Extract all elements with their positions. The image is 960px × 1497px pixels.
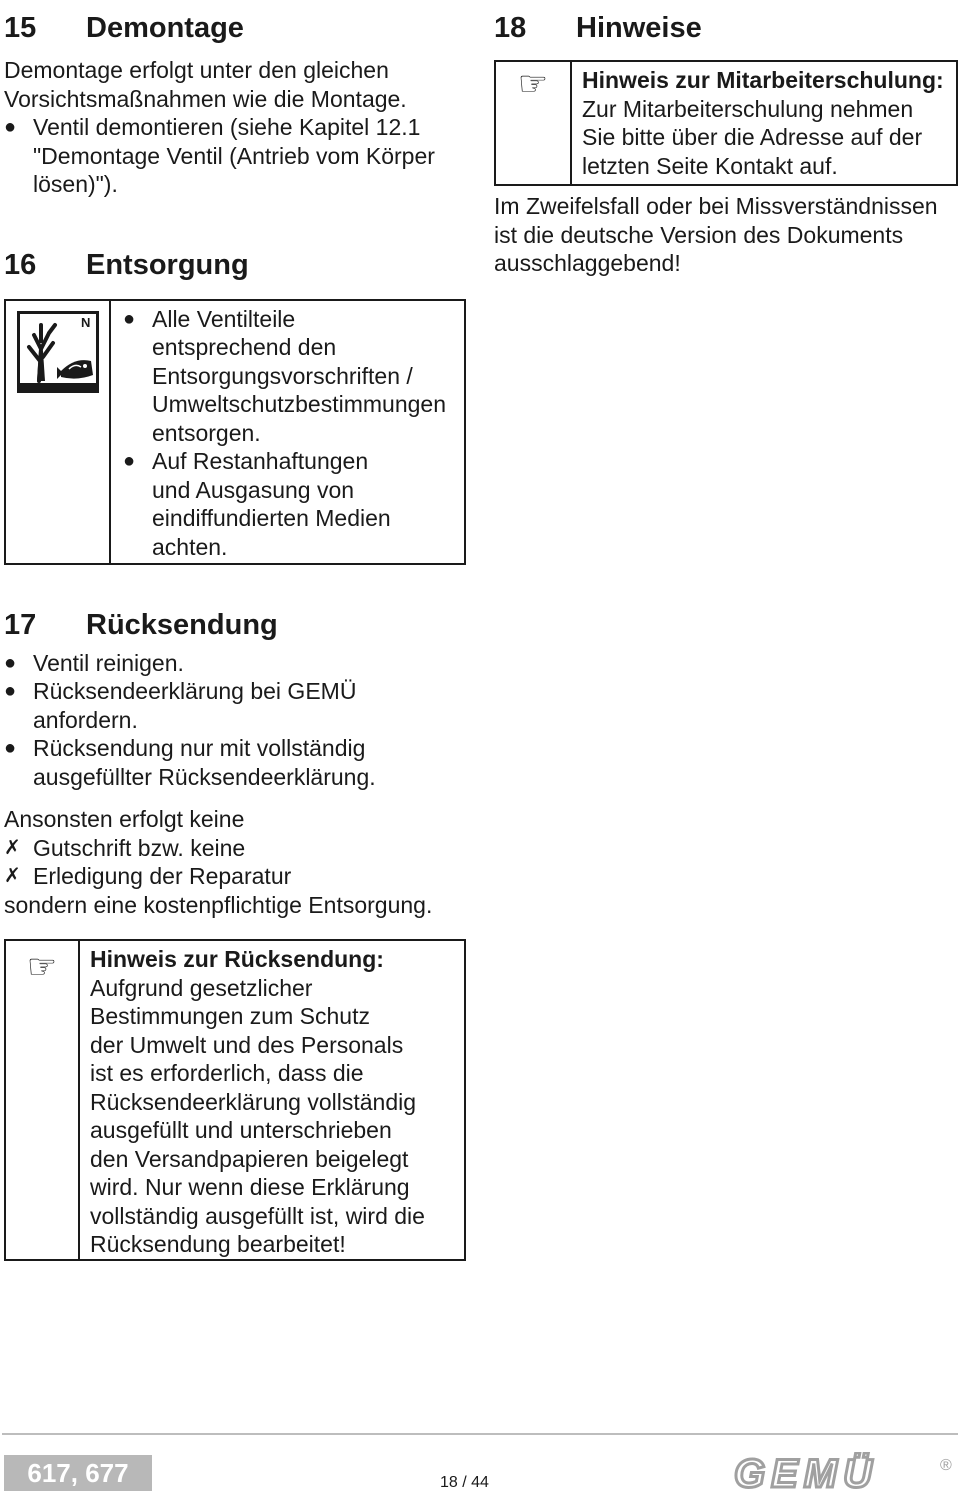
text-line: Bestimmungen zum Schutz [90, 1003, 370, 1029]
list-item [4, 862, 466, 891]
text-line: Ventil demontieren (siehe Kapitel 12.1 [33, 114, 421, 140]
text-line: sondern eine kostenpflichtige Entsorgung. [4, 891, 433, 918]
text-line: vollständig ausgefüllt ist, wird die [90, 1202, 425, 1229]
text-line: letzten Seite Kontakt auf. [582, 152, 838, 179]
disposal-text [111, 301, 464, 563]
language-note [494, 192, 958, 278]
text-line: Gutschrift bzw. keine [33, 834, 246, 861]
text-line: Rücksendung bearbeitet! [90, 1231, 346, 1257]
cross-icon: ✗ [4, 865, 21, 887]
bullet-icon: ● [4, 737, 17, 759]
text-line: Rücksendung nur mit vollständig [33, 735, 366, 761]
section-17-heading [4, 605, 466, 645]
model-number-badge: 617, 677 [4, 1455, 152, 1491]
text-line: ausschlaggebend! [494, 250, 681, 276]
text-line: Im Zweifelsfall oder bei Missverständnissen [494, 193, 938, 219]
disposal-box [4, 299, 466, 565]
text-line: Entsorgungsvorschriften / [152, 362, 413, 389]
text-line: und Ausgasung von [152, 476, 355, 503]
text-line: der Umwelt und des Personals [90, 1031, 404, 1058]
hand-icon-cell [6, 941, 80, 1259]
text-line: "Demontage Ventil (Antrieb vom Körper [33, 142, 435, 169]
text-line: ausgefüllter Rücksendeerklärung. [33, 763, 376, 790]
section-15-body [4, 56, 466, 199]
right-column [494, 8, 958, 278]
bullet-icon: ● [4, 651, 17, 674]
list-item [4, 113, 466, 199]
bullet-icon: ● [4, 680, 17, 702]
training-note-text [572, 62, 956, 184]
text-line: Sie bitte über die Adresse auf der [582, 124, 923, 150]
section-18-heading [494, 8, 958, 48]
text-line: entsorgen. [152, 419, 261, 446]
text-line: Auf Restanhaftungen [152, 448, 369, 474]
gemu-logo-icon [734, 1452, 958, 1492]
text-line: Aufgrund gesetzlicher [90, 974, 313, 1001]
section-number: 17 [4, 608, 37, 641]
text-line: achten. [152, 533, 228, 560]
bullet-icon: ● [4, 116, 17, 138]
section-title: Demontage [86, 12, 244, 44]
text-line: lösen)"). [33, 171, 118, 197]
section-number: 15 [4, 12, 37, 44]
environment-disposal-icon [17, 311, 99, 393]
text-line: anfordern. [33, 706, 138, 733]
section-title: Rücksendung [86, 608, 278, 641]
pointing-hand-icon: ☞ [26, 948, 58, 986]
gemu-logo [734, 1452, 958, 1497]
bullet-icon: ● [123, 450, 136, 472]
section-title: Entsorgung [86, 248, 249, 281]
list-item [123, 447, 456, 561]
text-line: Demontage erfolgt unter den gleichen [4, 57, 389, 83]
cross-icon: ✗ [4, 836, 21, 859]
text-line: Zur Mitarbeiterschulung nehmen [582, 95, 914, 122]
list-item [4, 834, 466, 863]
icon-letter: N [80, 314, 90, 330]
return-note-box [4, 939, 466, 1261]
section-16-heading [4, 245, 466, 285]
text-line: eindiffundierten Medien [152, 505, 391, 531]
page-number: 18 / 44 [440, 1474, 489, 1491]
return-note-text [80, 941, 464, 1259]
text-line: ist die deutsche Version des Dokuments [494, 221, 904, 248]
text-line: entsprechend den [152, 334, 337, 360]
list-item [4, 734, 466, 791]
list-item [123, 305, 456, 448]
note-title: Hinweis zur Mitarbeiterschulung: [582, 67, 944, 93]
pointing-hand-icon: ☞ [517, 65, 549, 103]
text-line: Ansonsten erfolgt keine [4, 806, 245, 832]
text-line: den Versandpapieren beigelegt [90, 1145, 409, 1172]
text-line: Rücksendeerklärung vollständig [90, 1088, 417, 1115]
text-line: Ventil reinigen. [33, 649, 184, 676]
section-15-heading [4, 8, 466, 48]
text-line: Erledigung der Reparatur [33, 863, 292, 889]
footer-divider [2, 1433, 958, 1435]
section-number: 18 [494, 12, 527, 44]
list-item [4, 677, 466, 734]
text-line: Rücksendeerklärung bei GEMÜ [33, 678, 357, 704]
note-title: Hinweis zur Rücksendung: [90, 946, 384, 972]
text-line: wird. Nur wenn diese Erklärung [90, 1174, 410, 1200]
hand-icon-cell [496, 62, 572, 184]
disposal-icon-cell [6, 301, 111, 563]
text-line: ausgefüllt und unterschrieben [90, 1117, 392, 1143]
section-title: Hinweise [576, 12, 702, 44]
left-column [4, 8, 466, 1261]
text-line: Alle Ventilteile [152, 305, 296, 332]
section-17-body [4, 649, 466, 920]
list-item [4, 649, 466, 678]
section-number: 16 [4, 248, 37, 281]
text-line: ist es erforderlich, dass die [90, 1060, 364, 1086]
logo-text: GEMÜ [734, 1452, 878, 1492]
training-note-box [494, 60, 958, 186]
bullet-icon: ● [123, 307, 136, 330]
registered-mark: ® [940, 1457, 952, 1474]
text-line: Vorsichtsmaßnahmen wie die Montage. [4, 85, 407, 112]
text-line: Umweltschutzbestimmungen [152, 391, 447, 417]
